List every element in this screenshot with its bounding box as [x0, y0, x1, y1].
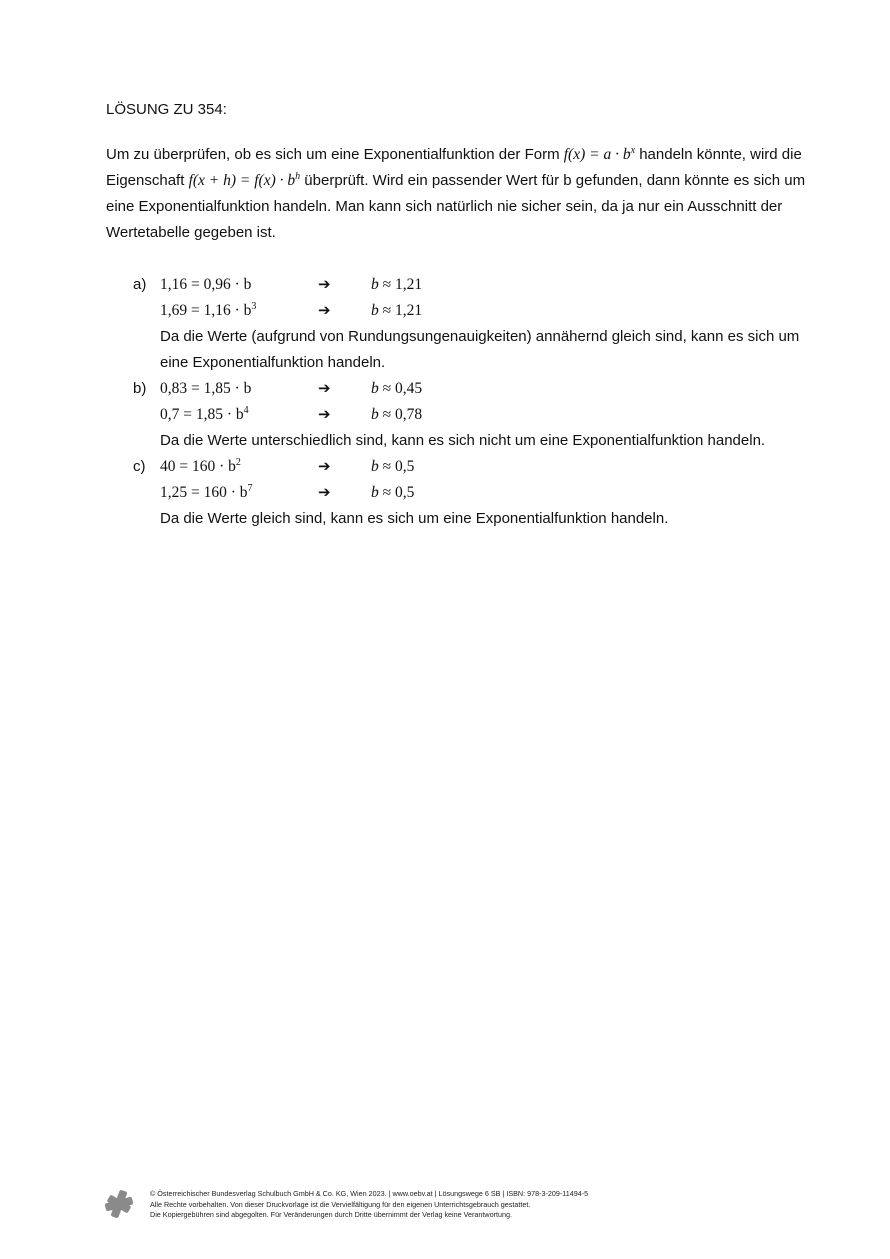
- footer-line: © Österreichischer Bundesverlag Schulbuch GmbH & Co. KG, Wien 2023. | www.oebv.at | Lösungswege 6 SB | ISBN: 978-3-209-11494-5: [150, 1189, 589, 1198]
- equation: $1,69 = 1,16 \cdot b^3$: [160, 301, 257, 319]
- arrow-icon: ➔: [318, 484, 331, 501]
- part-a-label: a): [133, 276, 147, 293]
- result: b ≈ 0,5: [371, 484, 415, 501]
- part-a-row-1: [0, 272, 890, 298]
- arrow-icon: ➔: [318, 276, 331, 293]
- result: b ≈ 1,21: [371, 302, 423, 319]
- part-c-label: c): [133, 458, 146, 475]
- part-a-conclusion: Da die Werte (aufgrund von Rundungsungenauigkeiten) annähernd gleich sind, kann es sich um eine Exponentialfunktion handeln.: [160, 328, 800, 371]
- part-b-row-2: [0, 402, 890, 428]
- part-c-row-1: [0, 454, 890, 480]
- equation: 0,83 = 1,85 · b: [160, 380, 252, 397]
- formula-exponential-form: $f(x) = a \cdot b^x$: [563, 145, 636, 163]
- result: b ≈ 1,21: [371, 276, 423, 293]
- result: b ≈ 0,78: [371, 406, 423, 423]
- arrow-icon: ➔: [318, 406, 331, 423]
- page-title: LÖSUNG ZU 354:: [106, 101, 227, 118]
- result: b ≈ 0,45: [371, 380, 423, 397]
- equation: $40 = 160 \cdot b^2$: [160, 457, 241, 475]
- intro-paragraph: [106, 142, 818, 246]
- intro-text-1: Um zu überprüfen, ob es sich um eine Exponentialfunktion der Form: [106, 146, 564, 163]
- equation: 1,16 = 0,96 · b: [160, 276, 252, 293]
- part-b-label: b): [133, 380, 147, 397]
- arrow-icon: ➔: [318, 458, 331, 475]
- footer-line: Alle Rechte vorbehalten. Von dieser Druckvorlage ist die Vervielfältigung für den eigenen Unterrichtsgebrauch gestattet.: [150, 1199, 531, 1209]
- footer-copyright: [150, 1189, 588, 1221]
- part-a-row-2: [0, 298, 890, 324]
- intro-text-3: überprüft. Wird ein passender Wert für b gefunden, dann könnte es sich um eine Exponentialfunktion handeln. Man kann sich natürlich nie sicher sein, da ja nur ein Ausschnitt der Wertetabelle gegeben ist.: [106, 172, 806, 241]
- formula-property: $f(x + h) = f(x) \cdot b^h$: [188, 171, 301, 189]
- part-b-conclusion: Da die Werte unterschiedlich sind, kann es sich nicht um eine Exponentialfunktion handeln.: [160, 432, 766, 449]
- part-c-row-2: [0, 480, 890, 506]
- part-c-conclusion: Da die Werte gleich sind, kann es sich um eine Exponentialfunktion handeln.: [160, 510, 669, 527]
- publisher-logo-icon: [104, 1189, 134, 1219]
- equation: $0,7 = 1,85 \cdot b^4$: [160, 405, 249, 423]
- arrow-icon: ➔: [318, 302, 331, 319]
- equation: $1,25 = 160 \cdot b^7$: [160, 483, 253, 501]
- arrow-icon: ➔: [318, 380, 331, 397]
- result: b ≈ 0,5: [371, 458, 415, 475]
- intro-text-2: handeln könnte, wird die Eigenschaft: [106, 146, 802, 189]
- part-b-row-1: [0, 376, 890, 402]
- footer-line: Die Kopiergebühren sind abgegolten. Für Veränderungen durch Dritte übernimmt der Verlag keine Verantwortung.: [150, 1210, 512, 1219]
